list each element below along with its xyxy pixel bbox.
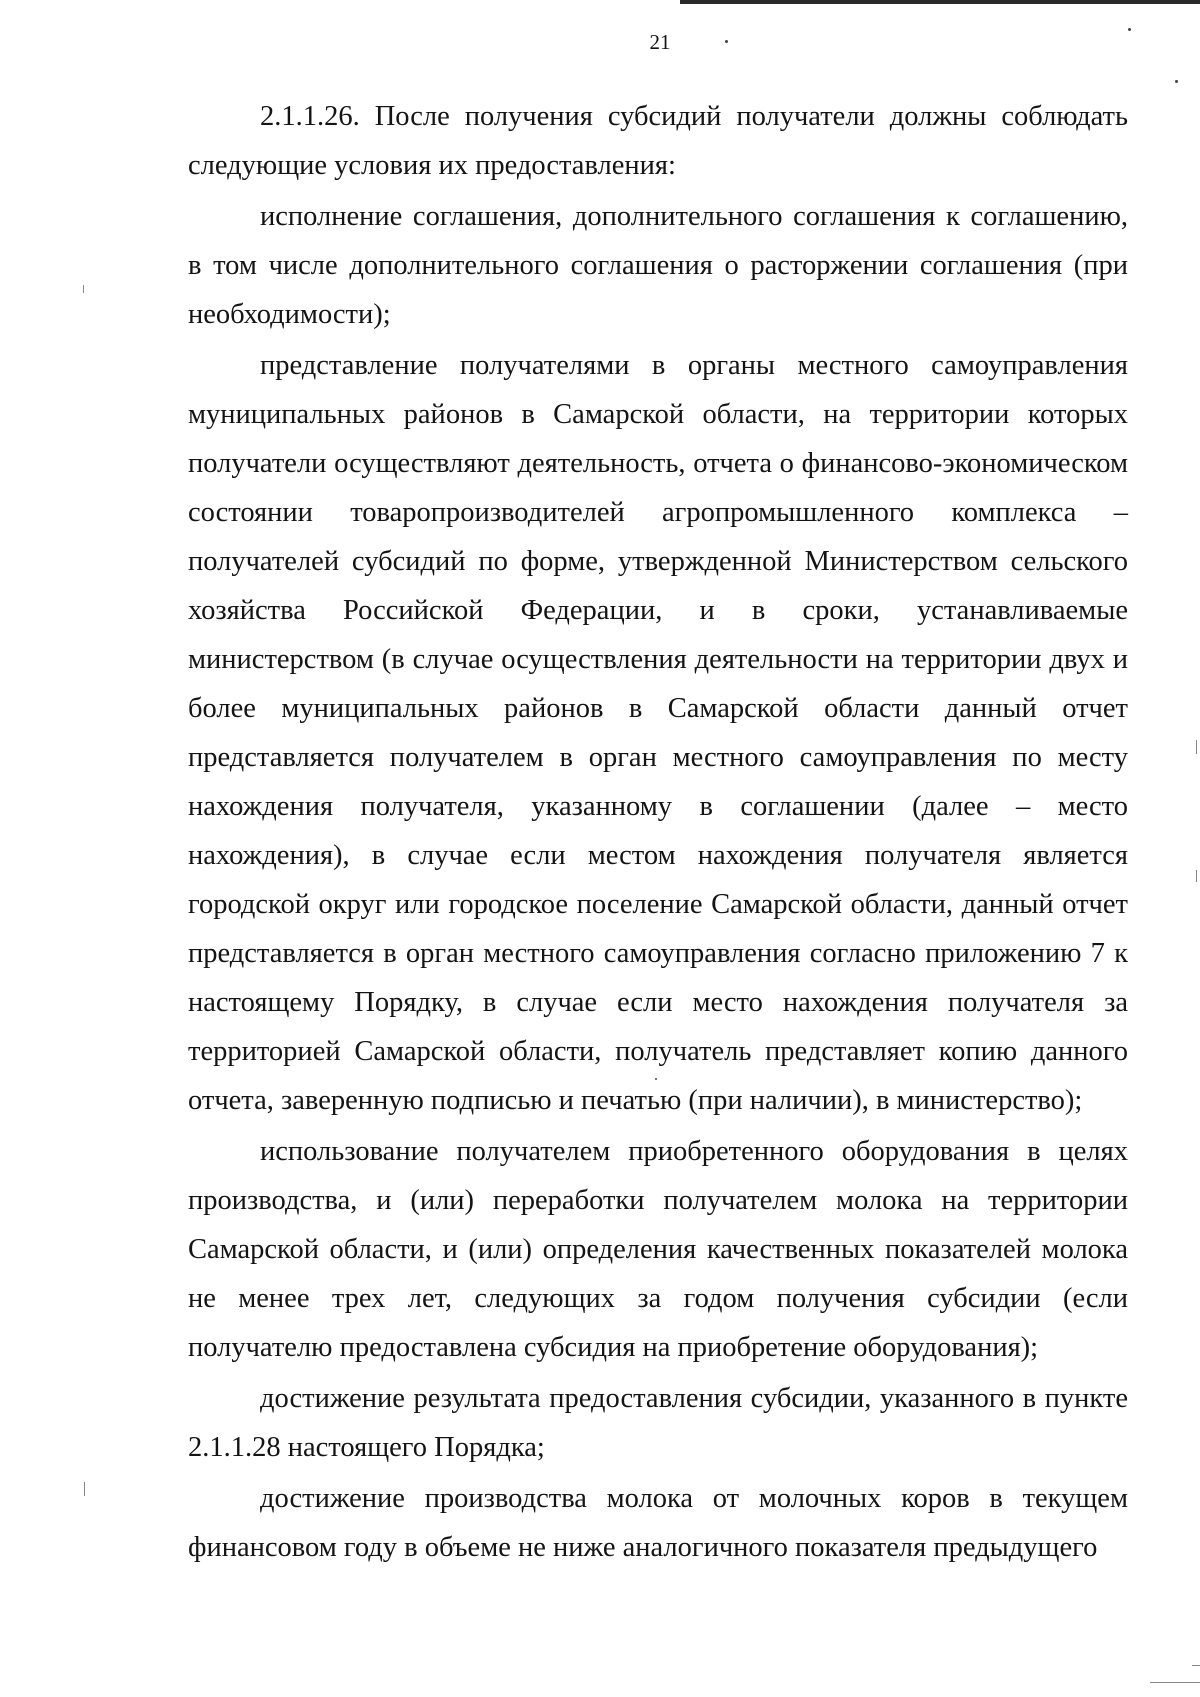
scan-speck bbox=[1128, 28, 1131, 31]
top-border-line bbox=[680, 0, 1200, 4]
paragraph-equipment-use: использование получателем приобретенного оборудования в целях производства, и (или) переработки получателем молока на территории Самарской области, и (или) определения качественных показателей молока не менее трех лет, следующих за годом получения субсидии (если получателю предоставлена субсидия на приобретение оборудования); bbox=[188, 1136, 1128, 1363]
paragraph-report-submission: представление получателями в органы местного самоуправления муниципальных районов в Самарской области, на территории которых получатели осуществляют деятельность, отчета о финансово-экономическом состоянии товаропроизводителей агропромышленного комплекса – получателей субсидий по форме, утвержденной Министерством сельского хозяйства Российской Федерации, и в сроки, устанавливаемые министерством (в случае осуществления деятельности на территории двух и более муниципальных районов в Самарской области данный отчет представляется получателем в орган местного самоуправления по месту нахождения получателя, указанному в соглашении (далее – место нахождения), в случае если местом нахождения получателя является городской округ или городское поселение Самарской области, данный отчет представляется в орган местного самоуправления согласно приложению 7 к настоящему Порядку, в случае если место нахождения получателя за территорией Самарской области, получатель представляет копию данного отчета, заверенную подписью и печатью (при наличии), в министерство); bbox=[188, 350, 1128, 1116]
scan-speck bbox=[1175, 80, 1178, 83]
scan-speck bbox=[725, 40, 728, 43]
paragraph-2-1-1-26: 2.1.1.26. После получения субсидий получатели должны соблюдать следующие условия их предоставления: bbox=[188, 101, 1128, 181]
document-body bbox=[188, 92, 1128, 1574]
paragraph-agreement-execution: исполнение соглашения, дополнительного соглашения к соглашению, в том числе дополнительного соглашения о расторжении соглашения (при необходимости); bbox=[188, 201, 1128, 330]
scan-edge-mark bbox=[83, 285, 84, 293]
scan-edge-mark bbox=[84, 1482, 85, 1496]
paragraph-milk-production: достижение производства молока от молочных коров в текущем финансовом году в объеме не ниже аналогичного показателя предыдущего bbox=[188, 1483, 1128, 1563]
scan-edge-mark bbox=[1196, 870, 1197, 882]
scan-edge-mark bbox=[1196, 740, 1197, 754]
scan-speck bbox=[655, 1078, 657, 1080]
scan-edge-mark bbox=[1150, 1682, 1200, 1683]
paragraph-result-achievement: достижение результата предоставления субсидии, указанного в пункте 2.1.1.28 настоящего Порядка; bbox=[188, 1383, 1128, 1463]
page-number: 21 bbox=[649, 30, 671, 54]
scan-edge-mark bbox=[1192, 1665, 1200, 1666]
